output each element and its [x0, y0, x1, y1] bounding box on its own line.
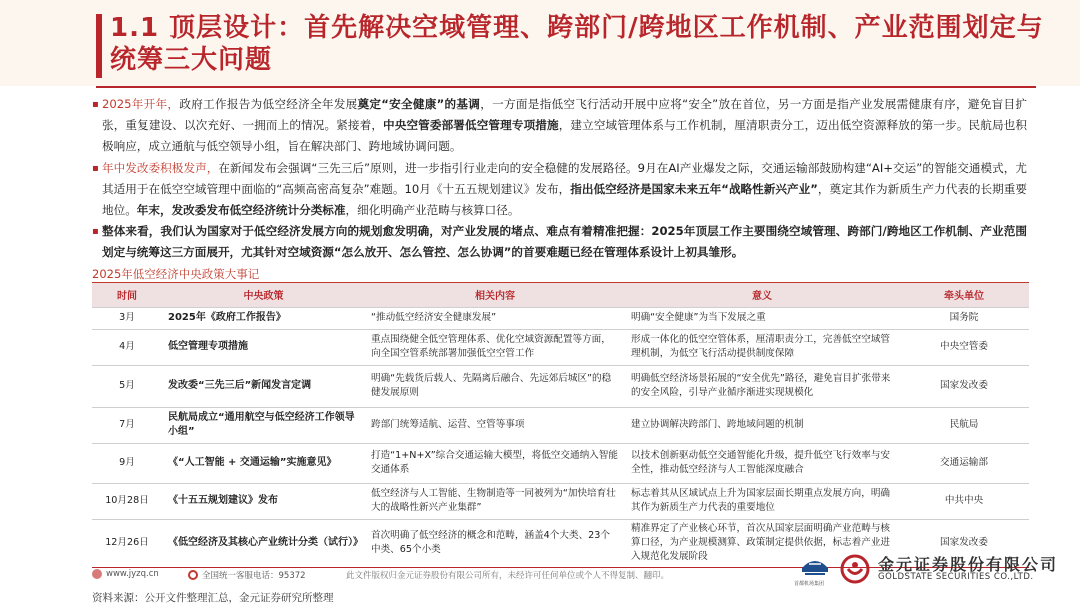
bullet-item: [92, 221, 1027, 263]
badge-caption: 首都机场集团: [794, 581, 825, 587]
bullet-highlight: 整体来看，我们认为国家对于低空经济发展方向的规划愈发明确，对产业发展的堵点、难点有着精准把握：2025年顶层工作主要围绕空域管理、跨部门/跨地区工作机制、产业范围划定与统筹这三方面展开，尤其针对空域资源“怎么放开、怎么管控、怎么协调”的首要难题已经在管理体系设计上初具雏形。: [102, 224, 1027, 260]
bullet-text: 在新闻发布会强调“三先三后”原则，进一步指引行业走向的安全稳健的发展路径。9月在AI产业爆发之际，交通运输部鼓励构建“AI+交运”的智能交通模式，尤其适用于在低空空域管理中面临的“高频高密高复杂”难题。10月《十五五规划建议》发布，: [102, 160, 1027, 196]
cell-time: 9月: [92, 443, 162, 483]
airport-group-badge-icon: [800, 550, 830, 582]
policy-table: [92, 283, 1029, 568]
bullet-highlight: 指出低空经济是国家未来五年“战略性新兴产业”: [570, 181, 818, 196]
cell-content: 跨部门统筹适航、运营、空管等事项: [365, 407, 625, 443]
cell-dept: 国务院: [899, 307, 1029, 329]
table-caption: 2025年低空经济中央政策大事记: [92, 267, 260, 281]
bullet-lead: 年中发改委积极发声，: [102, 160, 219, 175]
globe-icon: [92, 569, 102, 579]
cell-meaning: 建立协调解决跨部门、跨地域问题的机制: [625, 407, 899, 443]
cell-policy: 《低空经济及其核心产业统计分类（试行）》: [162, 519, 365, 567]
title-underline: [96, 86, 1036, 88]
bullet-item: [92, 94, 1027, 158]
cell-dept: 民航局: [899, 407, 1029, 443]
table-row: [92, 329, 1029, 365]
source-note: 资料来源：公开文件整理汇总，金元证券研究所整理: [92, 592, 334, 604]
bullet-highlight: 中央空管委部署低空管理专项措施: [383, 118, 559, 133]
cell-meaning: 以技术创新驱动低空交通智能化升级，提升低空飞行效率与安全性，推动低空经济与人工智能深度融合: [625, 443, 899, 483]
company-logo: [794, 550, 1059, 590]
cell-time: 4月: [92, 329, 162, 365]
website-link[interactable]: [92, 569, 159, 579]
cell-meaning: 精准界定了产业核心环节，首次从国家层面明确产业范畴与核算口径，为产业规模测算、政策制定提供依据，标志着产业进入规范化发展阶段: [625, 519, 899, 567]
bullet-lead: 2025年开年，: [102, 97, 180, 111]
cell-meaning: 标志着其从区域试点上升为国家层面长期重点发展方向，明确其作为新质生产力代表的重要地位: [625, 483, 899, 519]
bullet-item: [92, 158, 1027, 222]
website-text: www.jyzq.cn: [106, 569, 159, 579]
company-name-cn: 金元证券股份有限公司: [878, 555, 1059, 574]
page-title: 1.1 顶层设计：首先解决空域管理、跨部门/跨地区工作机制、产业范围划定与统筹三大问题: [110, 13, 1044, 75]
cell-content: “推动低空经济安全健康发展”: [365, 307, 625, 329]
cell-policy: 《“人工智能 + 交通运输”实施意见》: [162, 443, 365, 483]
cell-policy: 《十五五规划建议》发布: [162, 483, 365, 519]
cell-time: 12月26日: [92, 519, 162, 567]
summary-bullets: [92, 94, 1027, 264]
phone-icon: [188, 570, 198, 580]
cell-dept: 国家发改委: [899, 365, 1029, 407]
table-row: [92, 407, 1029, 443]
bullet-text: ，奠定其作为新质生产力代表的长期重要地位。: [102, 181, 1027, 218]
bullet-text: ，建立空域管理体系与工作机制，厘清职责分工，迈出低空资源释放的第一步。民航局也积极响应，成立通航与低空领导小组，旨在解决部门、跨地域协调问题。: [102, 118, 1027, 154]
cell-policy: 2025年《政府工作报告》: [162, 307, 365, 329]
bullet-text: ，细化明确产业范畴与核算口径。: [345, 203, 520, 218]
copyright-disclaimer: 此文件版权归金元证券股份有限公司所有，未经许可任何单位或个人不得复制、翻印。: [346, 571, 670, 581]
bullet-highlight: 年末，发改委发布低空经济统计分类标准: [136, 203, 346, 218]
cell-time: 7月: [92, 407, 162, 443]
cell-meaning: 明确“安全健康”为当下发展之重: [625, 307, 899, 329]
cell-dept: 中共中央: [899, 483, 1029, 519]
title-accent-bar: [96, 14, 102, 78]
column-header: 牵头单位: [899, 283, 1029, 307]
bullet-highlight: 奠定“安全健康”的基调: [357, 97, 481, 111]
bullet-text: ，一方面是指低空飞行活动开展中应将“安全”放在首位，另一方面是指产业发展需健康有序，避免盲目扩张，重复建设、以次充好、一拥而上的情况。紧接着，: [102, 97, 1027, 133]
cell-policy: 发改委“三先三后”新闻发言定调: [162, 365, 365, 407]
hotline-text: 全国统一客服电话：95372: [202, 571, 306, 581]
cell-policy: 民航局成立“通用航空与低空经济工作领导小组”: [162, 407, 365, 443]
column-header: 中央政策: [162, 283, 365, 307]
cell-time: 10月28日: [92, 483, 162, 519]
cell-time: 3月: [92, 307, 162, 329]
cell-content: 低空经济与人工智能、生物制造等一同被列为“加快培育壮大的战略性新兴产业集群”: [365, 483, 625, 519]
table-row: [92, 443, 1029, 483]
table-row: [92, 365, 1029, 407]
cell-dept: 交通运输部: [899, 443, 1029, 483]
cell-meaning: 形成一体化的低空空管体系，厘清职责分工，完善低空空域管理机制，为低空飞行活动提供制度保障: [625, 329, 899, 365]
hotline: [188, 569, 306, 581]
column-header: 意义: [625, 283, 899, 307]
cell-meaning: 明确低空经济场景拓展的“安全优先”路径，避免盲目扩张带来的安全风险，引导产业循序渐进实现规模化: [625, 365, 899, 407]
cell-time: 5月: [92, 365, 162, 407]
column-header: 相关内容: [365, 283, 625, 307]
cell-dept: 中央空管委: [899, 329, 1029, 365]
cell-policy: 低空管理专项措施: [162, 329, 365, 365]
cell-dept: 国家发改委: [899, 519, 1029, 567]
table-row: [92, 483, 1029, 519]
table-header-row: [92, 283, 1029, 307]
table-row: [92, 307, 1029, 329]
bullet-text: 政府工作报告为低空经济全年发展: [179, 97, 358, 111]
column-header: 时间: [92, 283, 162, 307]
company-name-en: GOLDSTATE SECURITIES CO.,LTD.: [878, 572, 1034, 582]
goldstate-logo-icon: [840, 554, 870, 584]
footer-bar: [92, 563, 892, 587]
cell-content: 打造“1+N+X”综合交通运输大模型，将低空交通纳入智能交通体系: [365, 443, 625, 483]
cell-content: 明确“先载货后载人、先隔离后融合、先远郊后城区”的稳健发展原则: [365, 365, 625, 407]
cell-content: 重点围绕健全低空管理体系、优化空域资源配置等方面，向全国空管系统部署加强低空空管工作: [365, 329, 625, 365]
cell-content: 首次明确了低空经济的概念和范畴，涵盖4个大类、23个中类、65个小类: [365, 519, 625, 567]
